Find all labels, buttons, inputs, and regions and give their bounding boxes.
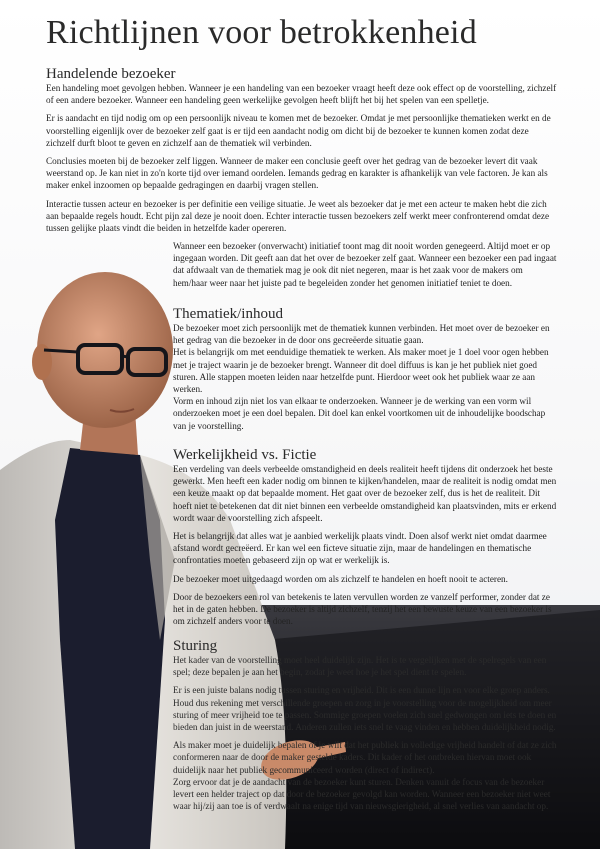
section-heading: Werkelijkheid vs. Fictie — [173, 447, 317, 463]
section-handelende-bezoeker — [46, 66, 558, 240]
indented-paragraph-block — [173, 240, 558, 295]
paragraph: Interactie tussen acteur en bezoeker is per definitie een veilige situatie. Je weet als bezoeker dat je met een acteur te maken hebt die zich aan bepaalde regels houdt. Echt pijn zal deze je nooit doen. Echter interactie tussen bezoekers zelf werkt meer confronterend omdat deze tussen gelijke plaats vindt die beiden in hetzelfde kader opereren. — [46, 198, 550, 234]
section-heading: Thematiek/inhoud — [173, 306, 283, 322]
section-thematiek-inhoud — [173, 306, 558, 438]
paragraph: Door de bezoekers een rol van betekenis te laten vervullen worden ze vanzelf performer, zonder dat ze het in de gaten hebben. De bezoeker is altijd zichzelf, tenzij het een bewuste keuze van een bezoeker is om zichzelf anders voor te doen. — [173, 591, 552, 627]
paragraph: De bezoeker moet zich persoonlijk met de thematiek kunnen verbinden. Het moet over de bezoeker en het gedrag van die bezoeker in de door ons gecreëerde situatie gaan. — [173, 323, 550, 346]
paragraph: De bezoeker moet uitgedaagd worden om als zichzelf te handelen en hoeft nooit te acteren. — [173, 573, 508, 584]
section-sturing — [173, 638, 558, 812]
paragraph: Vorm en inhoud zijn niet los van elkaar te onderzoeken. Wanneer je de werking van een vorm wil onderzoeken moet je een doel bepalen. Dit doel kan enkel voortkomen uit de inhoudelijke boodschap van je voorstelling. — [173, 396, 546, 431]
page-title: Richtlijnen voor betrokkenheid — [46, 14, 477, 51]
paragraph: Wanneer een bezoeker (onverwacht) initiatief toont mag dit nooit worden genegeerd. Altijd moet er op ingegaan worden. Dit geeft aan dat het over de bezoeker zelf gaat. Wanneer een bezoeker een pad ingaat dat afdwaalt van de thematiek mag je ook dit niet negeren, maar is het zaak voor de makers om hem/haar weer naar het juiste pad te begeleiden zonder het genomen initiatief teniet te doen. — [173, 241, 557, 288]
paragraph: Als maker moet je duidelijk bepalen of je wilt dat het publiek in volledige vrijheid handelt of dat ze zich conformeren naar de door de maker gestelde kaders. Dit kader of het ontbreken hiervan moet ook duidelijk naar het publiek gecommuniceerd worden (direct of indirect). — [173, 740, 557, 775]
section-heading: Handelende bezoeker — [46, 66, 176, 82]
paragraph: Er is aandacht en tijd nodig om op een persoonlijk niveau te komen met de bezoeker. Omdat je met persoonlijke thematieken werkt en de voorstelling eigenlijk over de bezoeker zelf gaat is er tijd een aandacht nodig om dicht bij de bezoeker te kunnen komen zodat deze zichzelf durft bloot te geven en zichzelf aan de thematiek wil verbinden. — [46, 113, 551, 148]
paragraph: Het kader van de voorstelling moet heel duidelijk zijn. Het is te vergelijken met de spelregels van een spel; deze bepalen je aan het begin, zodat je weet hoe je het spel dient te spelen. — [173, 655, 547, 678]
paragraph: Een handeling moet gevolgen hebben. Wanneer je een handeling van een bezoeker vraagt heeft deze ook effect op de voorstelling, zichzelf of een andere bezoeker. Wanneer een handeling geen werkelijke gevolgen heeft blijft het bij het spelen van een spelletje. — [46, 83, 557, 106]
paragraph: Een verdeling van deels verbeelde omstandigheid en deels realiteit heeft tijdens dit onderzoek het beste gewerkt. Men heeft een kader nodig om binnen te kijken/handelen, maar de realiteit is nodig omdat men een keuze maakt op dat bepaalde moment. Het gaat over de bezoeker zelf, dus is het de realiteit. Dit hoeft niet te betekenen dat dit niet binnen een verbeelde omstandigheid kan plaatsvinden, mits er erkend wordt waar de voorstelling zich afspeelt. — [173, 464, 557, 523]
paragraph: Er is een juiste balans nodig tussen sturing en vrijheid. Dit is een dunne lijn en voor elke groep anders. Houd dus rekening met verschillende groepen en zorg in je voorstelling voor de mogelijkheid om meer sturing of meer vrijheid toe te passen. Sommige groepen voelen zich snel gedwongen om iets te doen en bieden dan juist in de weerstand. Anderen zullen iets snel te vaag vinden en hebben duidelijkheid nodig. — [173, 685, 557, 733]
section-werkelijkheid-vs-fictie — [173, 447, 558, 633]
paragraph: Zorg ervoor dat je de aandacht van de bezoeker kunt sturen. Denken vanuit de focus van de bezoeker levert een helder traject op dat door de bezoeker gevolgd kan worden. Wanneer een bezoeker niet weet waar hij/zij aan toe is of verdwaalt na enige tijd van nieuwsgierigheid, al snel verlies van aandacht op. — [173, 776, 551, 812]
section-heading: Sturing — [173, 638, 218, 654]
paragraph: Het is belangrijk om met eenduidige thematiek te werken. Als maker moet je 1 doel voor ogen hebben met je traject waarin je de bezoeker brengt. Wanneer dit doel diffuus is kan je het publiek niet goed sturen. Alle stappen moeten leiden naar hetzelfde punt. Hierdoor weet ook het publiek waar ze aan werken. — [173, 347, 549, 395]
paragraph: Het is belangrijk dat alles wat je aanbied werkelijk plaats vindt. Doen alsof werkt niet omdat daarmee afstand wordt gecreëerd. Er kan wel een ficteve situatie zijn, maar de handelingen en thematische confrontaties moeten gebaseerd zijn op wat er werkelijk is. — [173, 531, 547, 566]
paragraph: Conclusies moeten bij de bezoeker zelf liggen. Wanneer de maker een conclusie geeft over het gedrag van de bezoeker levert dit vaak weerstand op. Je kan niet in zo'n korte tijd over iemand oordelen. Iemands gedrag en karakter is afhankelijk van vele factoren. Je kan als maker enkel inzoomen op bepaalde gedragingen en daarbij vragen stellen. — [46, 156, 548, 191]
